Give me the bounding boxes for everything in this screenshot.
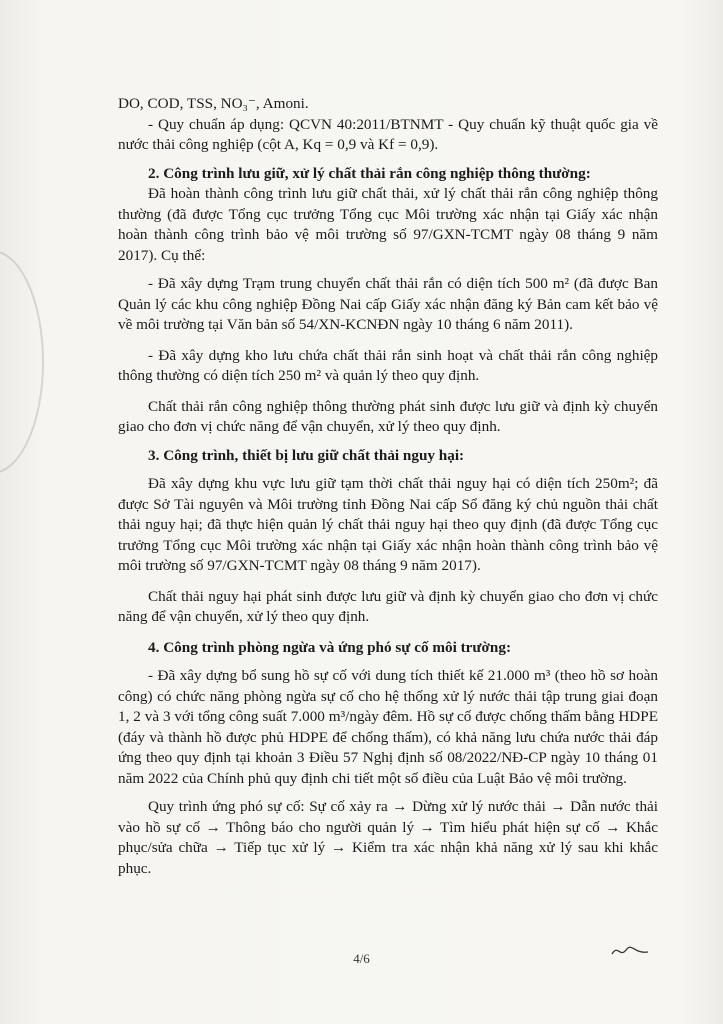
para-standard: - Quy chuẩn áp dụng: QCVN 40:2011/BTNMT - Quy chuẩn kỹ thuật quốc gia về nước thải công nghiệp (cột A, Kq = 0,9 và Kf = 0,9). xyxy=(118,115,658,153)
para-hazardous-transfer: Chất thải nguy hại phát sinh được lưu giữ và định kỳ chuyển giao cho đơn vị chức năng để vận chuyển, xử lý theo quy định. xyxy=(118,587,658,625)
para-solid-waste-transfer: Chất thải rắn công nghiệp thông thường phát sinh được lưu giữ và định kỳ chuyển giao cho đơn vị chức năng để vận chuyển, xử lý theo quy định. xyxy=(118,397,658,435)
para-transfer-station: - Đã xây dựng Trạm trung chuyển chất thải rắn có diện tích 500 m² (đã được Ban Quản lý các khu công nghiệp Đồng Nai cấp Giấy xác nhận đăng ký Bản cam kết bảo vệ về môi trường tại Văn bản số 54/XN-KCNĐN ngày 10 tháng 6 năm 2011). xyxy=(118,275,658,333)
para-pollutants: DO, COD, TSS, NO₃⁻, Amoni. xyxy=(118,95,309,112)
heading-section-3: 3. Công trình, thiết bị lưu giữ chất thải nguy hại: xyxy=(148,446,465,464)
heading-section-2: 2. Công trình lưu giữ, xử lý chất thải rắn công nghiệp thông thường: xyxy=(148,164,591,182)
para-hazardous-storage: Đã xây dựng khu vực lưu giữ tạm thời chất thải nguy hại có diện tích 250m²; đã được Sở Tài nguyên và Môi trường tỉnh Đồng Nai cấp Sổ đăng ký chủ nguồn thải chất thải nguy hại; đã thực hiện quản lý chất thải nguy hại theo quy định (đã được Tổng cục trưởng Tổng cục Môi trường xác nhận tại Giấy xác nhận hoàn thành công trình bảo vệ môi trường số 97/GXN-TCMT ngày 08 tháng 9 năm 2017). xyxy=(118,475,658,574)
heading-section-4: 4. Công trình phòng ngừa và ứng phó sự cố môi trường: xyxy=(148,638,512,656)
para-storage-warehouse: - Đã xây dựng kho lưu chứa chất thải rắn sinh hoạt và chất thải rắn công nghiệp thông thường có diện tích 250 m² và quản lý theo quy định. xyxy=(118,346,658,384)
page-number: 4/6 xyxy=(353,951,370,966)
signature-mark xyxy=(610,940,650,960)
stamp-arc xyxy=(0,250,44,474)
document-body xyxy=(118,94,658,879)
para-incident-pond: - Đã xây dựng bổ sung hồ sự cố với dung tích thiết kế 21.000 m³ (theo hồ sơ hoàn công) có chức năng phòng ngừa sự cố cho hệ thống xử lý nước thải tập trung giai đoạn 1, 2 và 3 với tổng công suất 7.000 m³/ngày đêm. Hồ sự cố được chống thấm bằng HDPE (đáy và thành hồ được phủ HDPE để chống thấm), có khả năng lưu chứa nước thải đáp ứng theo quy định tại khoản 3 Điều 57 Nghị định số 08/2022/NĐ-CP ngày 10 tháng 01 năm 2022 của Chính phủ quy định chi tiết một số điều của Luật Bảo vệ môi trường. xyxy=(118,667,658,787)
para-incident-procedure: Quy trình ứng phó sự cố: Sự cố xảy ra → Dừng xử lý nước thải → Dẫn nước thải vào hồ sự cố → Thông báo cho người quản lý → Tìm hiểu phát hiện sự cố → Khắc phục/sửa chữa → Tiếp tục xử lý → Kiểm tra xác nhận khả năng xử lý sau khi khắc phục. xyxy=(118,798,658,877)
para-solid-waste-intro: Đã hoàn thành công trình lưu giữ chất thải, xử lý chất thải rắn công nghiệp thông thường (đã được Tổng cục trưởng Tổng cục Môi trường xác nhận tại Giấy xác nhận hoàn thành công trình bảo vệ môi trường số 97/GXN-TCMT ngày 08 tháng 9 năm 2017). Cụ thể: xyxy=(118,185,658,264)
